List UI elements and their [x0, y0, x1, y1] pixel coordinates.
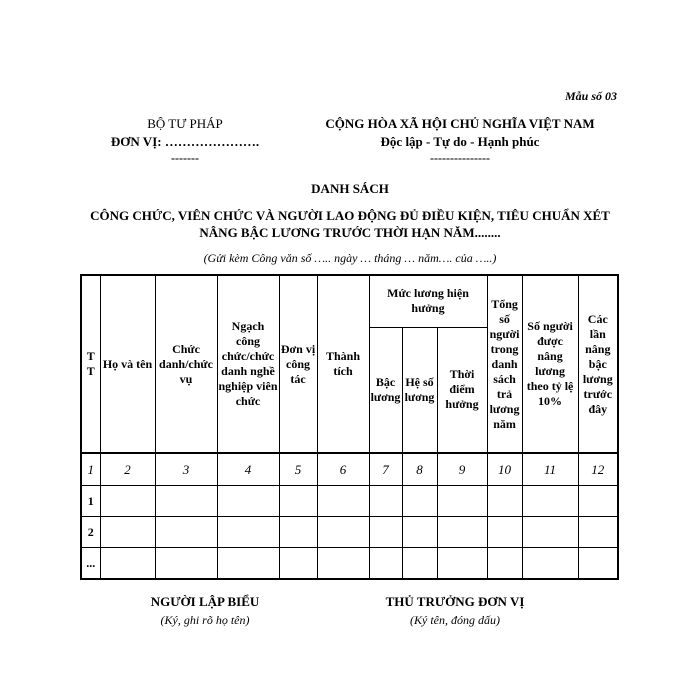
header-grade: Ngạch công chức/chức danh nghề nghiệp viên chức: [217, 275, 279, 453]
column-number-row: [81, 453, 618, 486]
col-number: 9: [437, 453, 487, 486]
table-row: [81, 548, 618, 580]
head-note: (Ký tên, đóng dấu): [410, 613, 500, 627]
left-divider: -------: [171, 151, 199, 165]
col-number: 11: [522, 453, 578, 486]
head-signature: [360, 593, 550, 629]
table-row: [81, 517, 618, 548]
header-tt: TT: [81, 275, 100, 453]
preparer-signature: [120, 593, 290, 629]
col-number: 7: [369, 453, 402, 486]
right-header: [300, 115, 620, 165]
col-number: 1: [81, 453, 100, 486]
right-divider: ---------------: [430, 151, 490, 165]
header-title: Chức danh/chức vụ: [155, 275, 217, 453]
document-subtitle: CÔNG CHỨC, VIÊN CHỨC VÀ NGƯỜI LAO ĐỘNG ĐỦ ĐIỀU KIỆN, TIÊU CHUẨN XÉT NÂNG BẬC LƯƠNG TRƯỚC THỜI HẠN NĂM........: [90, 208, 610, 240]
row-index: ...: [81, 548, 100, 580]
motto: Độc lập - Tự do - Hạnh phúc: [380, 134, 540, 149]
col-number: 10: [487, 453, 522, 486]
header-level: Bậc lương: [369, 327, 402, 453]
salary-table: [80, 274, 619, 580]
table-row: [81, 486, 618, 517]
header-total: Tổng số người trong danh sách trả lương năm: [487, 275, 522, 453]
col-number: 5: [279, 453, 317, 486]
col-number: 2: [100, 453, 155, 486]
header-unit: Đơn vị công tác: [279, 275, 317, 453]
preparer-note: (Ký, ghi rõ họ tên): [160, 613, 250, 627]
header-rate: Số người được nâng lương theo tỷ lệ 10%: [522, 275, 578, 453]
col-number: 4: [217, 453, 279, 486]
col-number: 12: [578, 453, 618, 486]
header-time: Thời điểm hưởng: [437, 327, 487, 453]
preparer-title: NGƯỜI LẬP BIỂU: [150, 594, 260, 609]
head-title: THỦ TRƯỞNG ĐƠN VỊ: [385, 594, 525, 609]
header-coef: Hệ số lương: [402, 327, 437, 453]
row-index: 2: [81, 517, 100, 548]
header-current-salary: Mức lương hiện hưởng: [369, 275, 487, 327]
col-number: 3: [155, 453, 217, 486]
form-number: Mẫu số 03: [564, 89, 617, 103]
left-header: [95, 115, 275, 165]
col-number: 8: [402, 453, 437, 486]
col-number: 6: [317, 453, 369, 486]
document-title: DANH SÁCH: [311, 181, 389, 196]
header-name: Họ và tên: [100, 275, 155, 453]
document-note: (Gửi kèm Công văn số ….. ngày … tháng … năm…. của …..): [203, 251, 497, 265]
row-index: 1: [81, 486, 100, 517]
unit-line: ĐƠN VỊ: ………………….: [110, 134, 260, 149]
header-times: Các lần nâng bậc lương trước đây: [578, 275, 618, 453]
header-achievement: Thành tích: [317, 275, 369, 453]
country-name: CỘNG HÒA XÃ HỘI CHỦ NGHĨA VIỆT NAM: [325, 116, 595, 131]
ministry-name: BỘ TƯ PHÁP: [147, 116, 223, 131]
